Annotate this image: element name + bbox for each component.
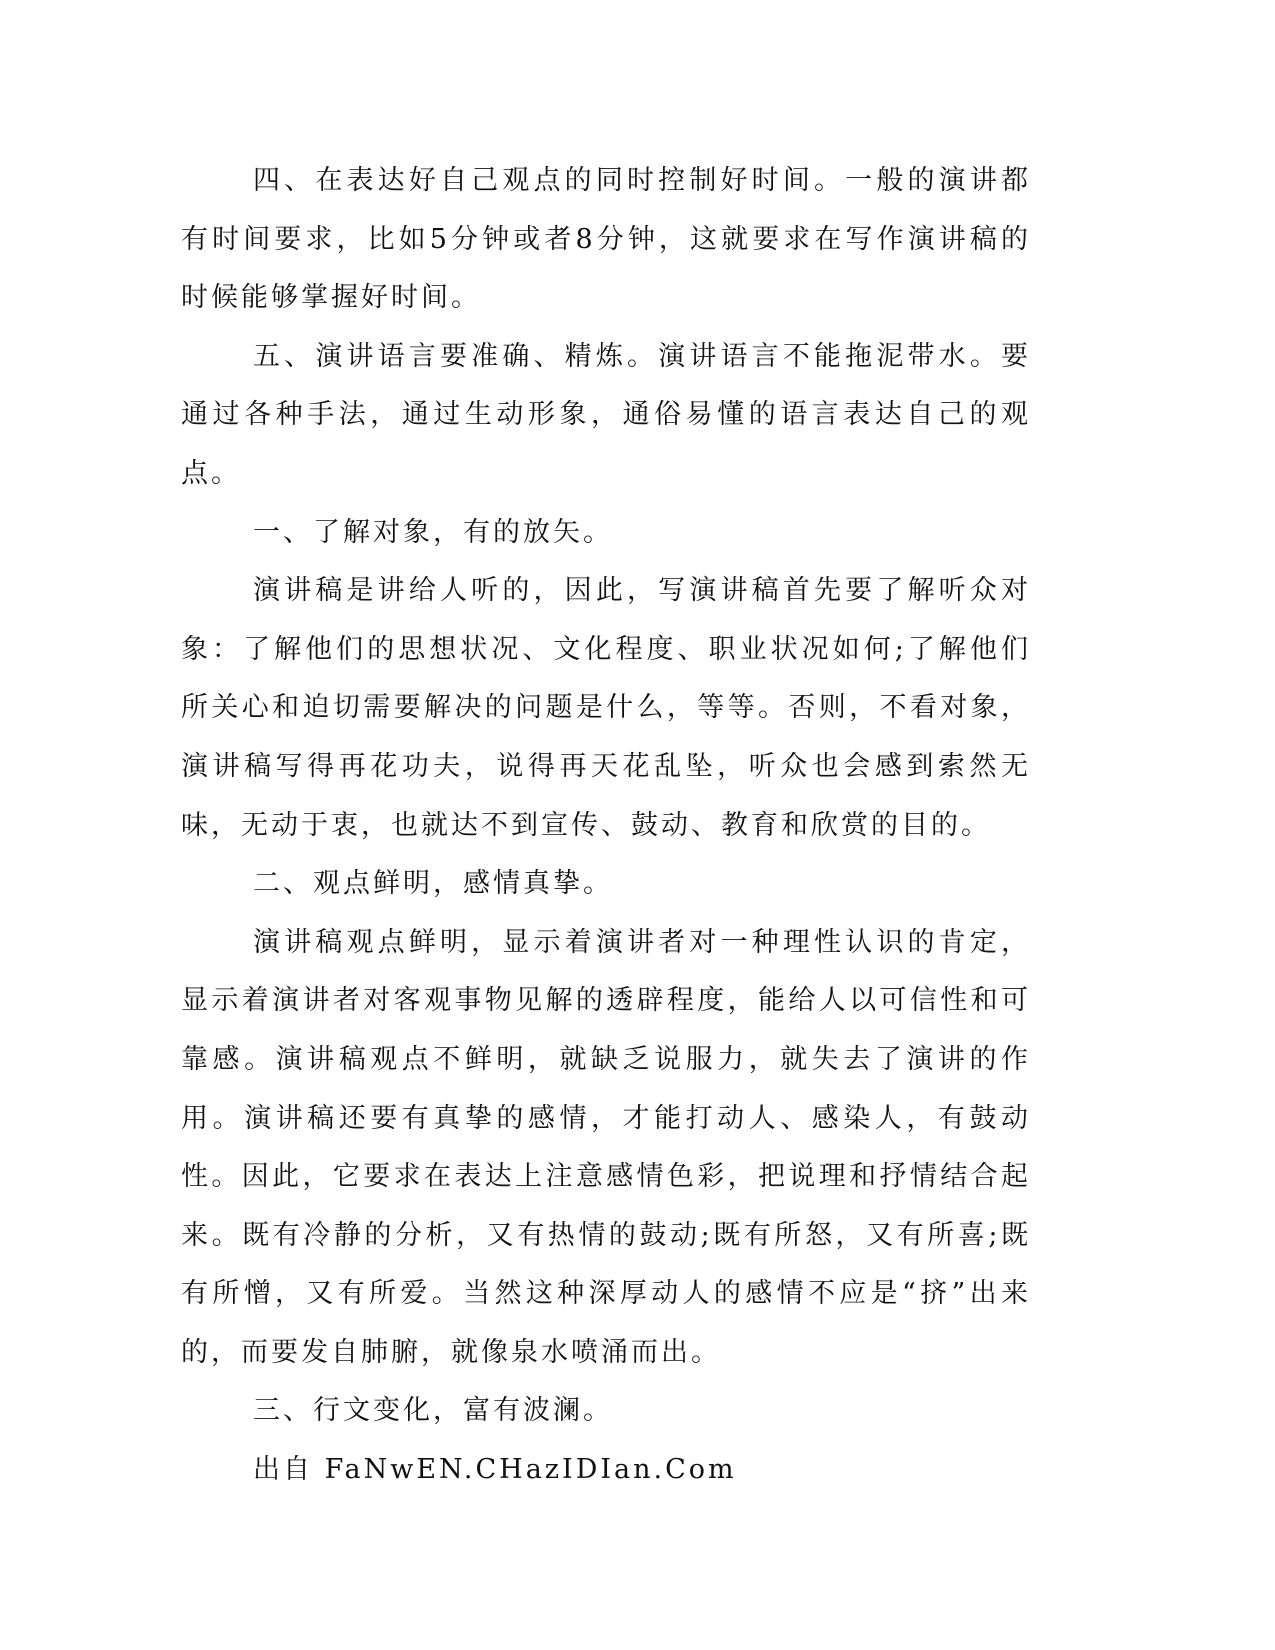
source-line: 出自 FaNwEN.CHazIDIan.Com bbox=[253, 1454, 737, 1486]
paragraph-time-control: 四、在表达好自己观点的同时控制好时间。一般的演讲都有时间要求，比如5分钟或者8分钟，这就要求在写作演讲稿的时候能够掌握好时间。 bbox=[181, 165, 1031, 314]
document-body bbox=[181, 152, 1031, 1500]
paragraph-language: 五、演讲语言要准确、精炼。演讲语言不能拖泥带水。要通过各种手法，通过生动形象，通俗易懂的语言表达自己的观点。 bbox=[181, 340, 1031, 489]
paragraph-know-audience: 演讲稿是讲给人听的，因此，写演讲稿首先要了解听众对象：了解他们的思想状况、文化程度、职业状况如何;了解他们所关心和迫切需要解决的问题是什么，等等。否则，不看对象，演讲稿写得再花功夫，说得再天花乱坠，听众也会感到索然无味，无动于衷，也就达不到宣传、鼓动、教育和欣赏的目的。 bbox=[181, 575, 1031, 841]
heading-clear-viewpoint: 二、观点鲜明，感情真挚。 bbox=[253, 868, 613, 900]
paragraph-clear-viewpoint: 演讲稿观点鲜明，显示着演讲者对一种理性认识的肯定，显示着演讲者对客观事物见解的透辟程度，能给人以可信性和可靠感。演讲稿观点不鲜明，就缺乏说服力，就失去了演讲的作用。演讲稿还要有真挚的感情，才能打动人、感染人，有鼓动性。因此，它要求在表达上注意感情色彩，把说理和抒情结合起来。既有冷静的分析，又有热情的鼓动;既有所怒，又有所喜;既有所憎，又有所爱。当然这种深厚动人的感情不应是“挤”出来的，而要发自肺腑，就像泉水喷涌而出。 bbox=[181, 926, 1031, 1368]
heading-varied-writing: 三、行文变化，富有波澜。 bbox=[253, 1395, 613, 1427]
heading-know-audience: 一、了解对象，有的放矢。 bbox=[253, 516, 613, 548]
